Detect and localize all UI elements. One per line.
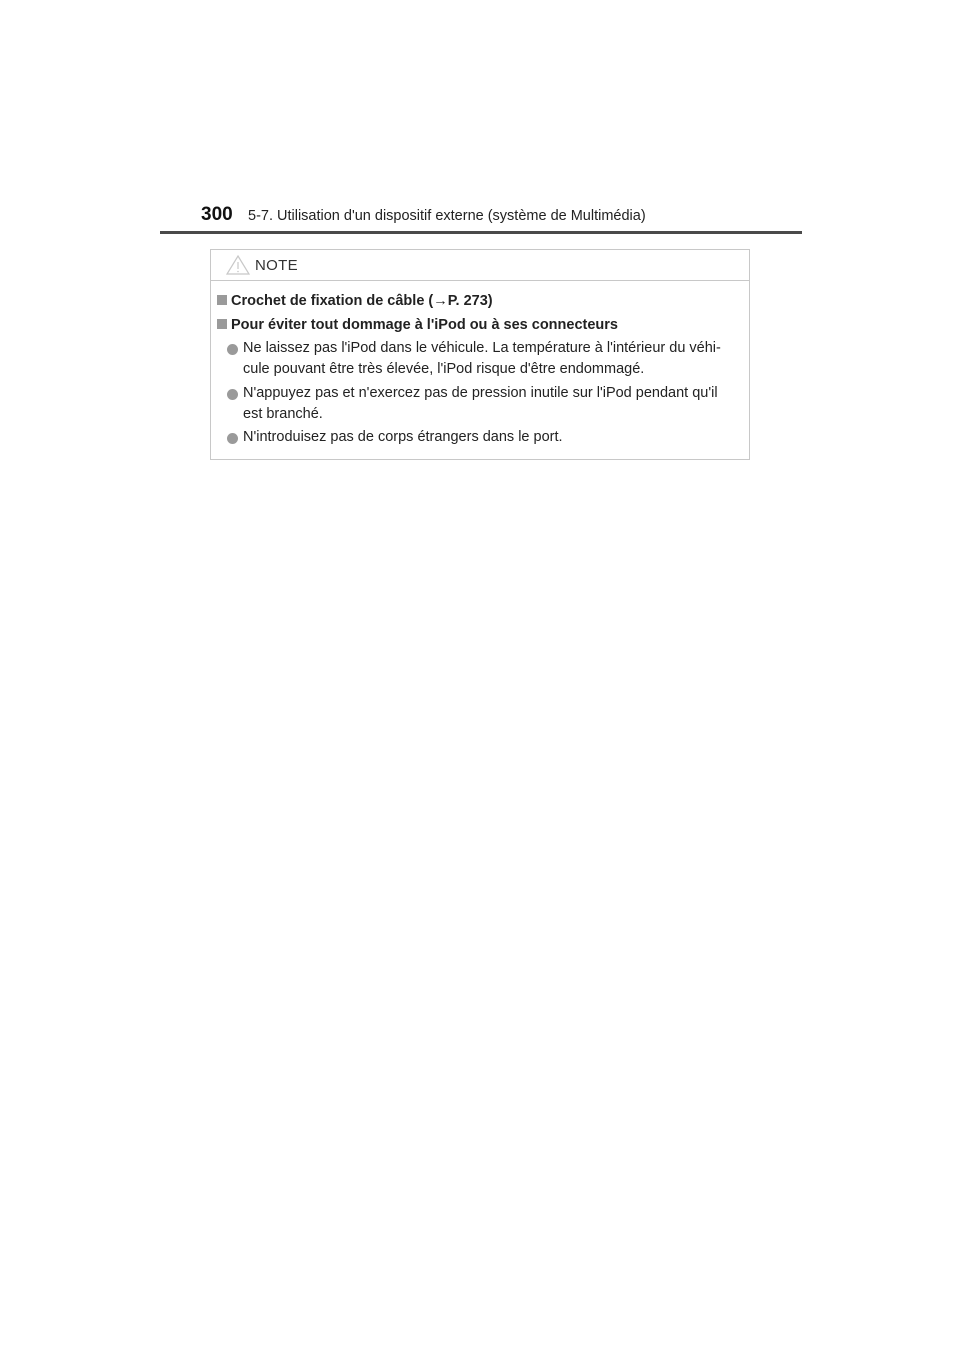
square-bullet-icon [217,295,227,305]
header-rule [160,231,802,234]
heading2-text: Pour éviter tout dommage à l'iPod ou à ses connecteurs [231,317,618,333]
page-header [160,204,802,234]
note-heading-ipod-damage [217,315,618,336]
bullet-dot-icon [227,344,238,355]
bullet-item-2 [243,383,743,425]
square-bullet-icon [217,319,227,329]
bullet-dot-icon [227,433,238,444]
bullet-item-3 [243,427,743,448]
section-title: 5-7. Utilisation d'un dispositif externe (système de Multimédia) [248,208,646,224]
note-heading-cable-hook [217,291,493,312]
warning-triangle-icon [225,254,251,276]
page-number: 300 [201,204,233,225]
heading1-suffix: P. 273) [447,293,493,309]
note-header [211,250,749,281]
note-label: NOTE [255,257,298,274]
bullet-1-line1: Ne laissez pas l'iPod dans le véhicule. La température à l'intérieur du véhi- [243,340,721,356]
bullet-1-line2: cule pouvant être très élevée, l'iPod risque d'être endommagé. [243,361,645,377]
bullet-3-line1: N'introduisez pas de corps étrangers dans le port. [243,429,563,445]
bullet-2-line2: est branché. [243,406,323,422]
heading1-prefix: Crochet de fixation de câble ( [231,293,434,309]
page-reference-arrow: → [433,293,448,309]
bullet-item-1 [243,338,743,380]
bullet-2-line1: N'appuyez pas et n'exercez pas de pression inutile sur l'iPod pendant qu'il [243,385,718,401]
note-box [210,249,750,460]
bullet-dot-icon [227,389,238,400]
